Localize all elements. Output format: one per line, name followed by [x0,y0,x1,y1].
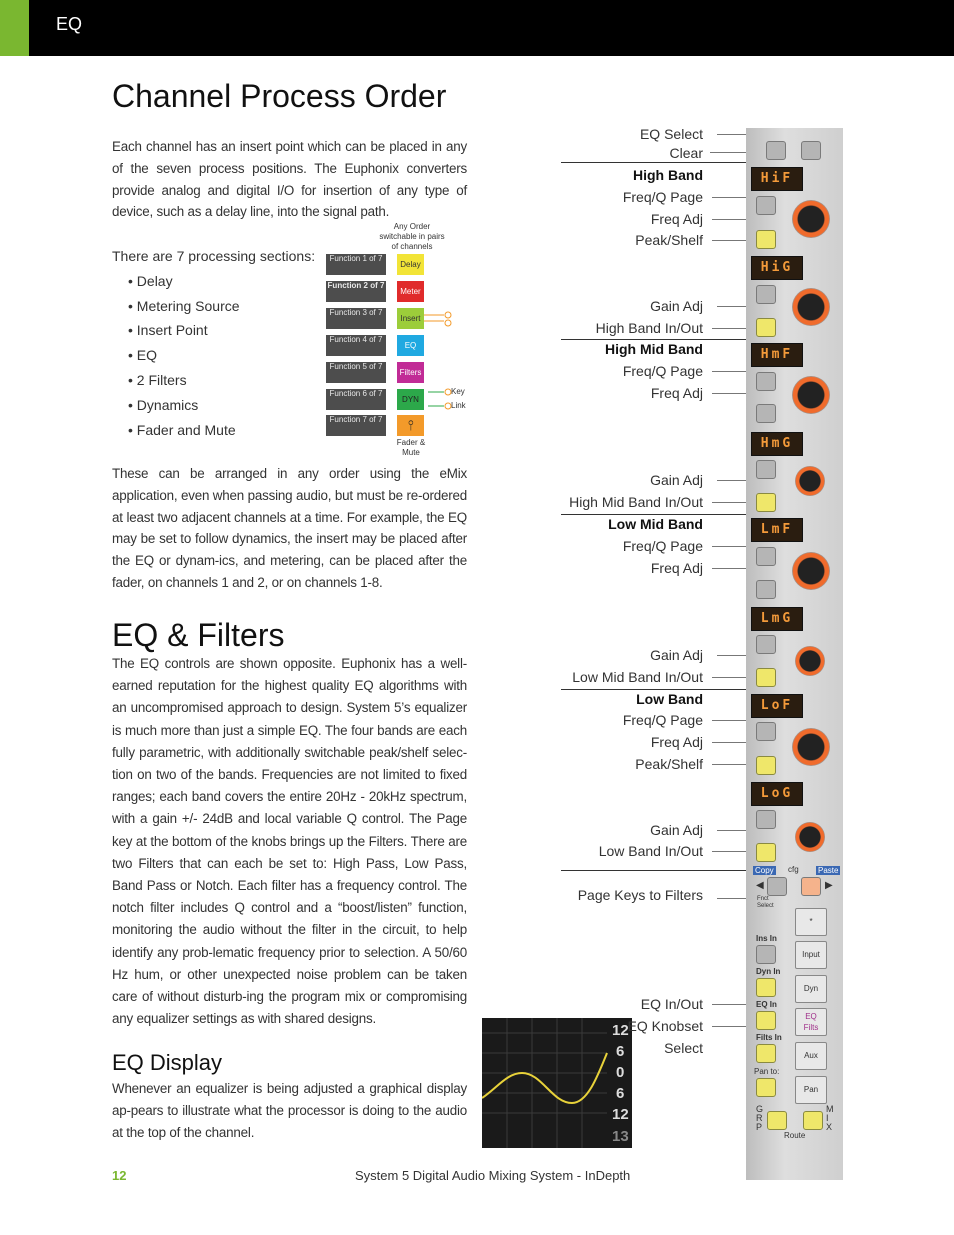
label-high-band: High Band [633,167,703,183]
freq-knob[interactable] [792,376,830,414]
mix-key[interactable] [803,1111,823,1130]
section-label: EQ [56,14,83,34]
function-box: Function 7 of 7 [326,415,386,436]
band-display: HmF [751,343,803,367]
gain-knob[interactable] [795,466,825,496]
gain-knob[interactable] [795,646,825,676]
label-freq-adj: Freq Adj [650,734,703,750]
eq-display-paragraph: Whenever an equalizer is being adjusted a graphical display ap-pears to illustrate what the processor is doing to the audio at the top of the channel. [112,1081,467,1140]
freq-q-page-key[interactable] [756,372,776,391]
ins-in-key[interactable] [756,945,776,964]
label-freq-q-page: Freq/Q Page [622,363,703,379]
label-freq-adj: Freq Adj [650,385,703,401]
heading-channel-process-order: Channel Process Order [112,78,447,114]
scale-label: 0 [616,1064,625,1081]
band-in-out-key[interactable] [756,843,776,862]
scale-label: 13 [612,1128,629,1145]
module-meter: Meter [397,281,424,302]
module-eq: EQ [397,335,424,356]
band-in-out-key[interactable] [756,668,776,687]
label-page-keys: Page Keys to Filters [577,887,703,903]
list-item: • Delay [112,269,315,294]
eq-in-key[interactable] [756,1011,776,1030]
footer-title: System 5 Digital Audio Mixing System - InDepth [355,1168,631,1183]
label-freq-adj: Freq Adj [650,211,703,227]
function-box: Function 5 of 7 [326,362,386,383]
label-eq-select: EQ Select [639,126,703,142]
band-display: HmG [751,432,803,456]
label-gain-adj: Gain Adj [650,822,703,838]
label-gain-adj: Gain Adj [650,647,703,663]
eq-display-graphic [482,1018,632,1148]
page-right-key[interactable] [801,877,821,896]
freq-q-page-key[interactable] [756,722,776,741]
page-right-icon: ▶ [825,880,833,891]
eq-select-key[interactable] [766,141,786,160]
module-fader [397,415,424,436]
label-freq-q-page: Freq/Q Page [622,189,703,205]
function-box: Function 4 of 7 [326,335,386,356]
list-item: • EQ [112,343,315,368]
section-tab [0,0,29,56]
band-in-out-key[interactable] [756,493,776,512]
gain-page-key[interactable] [756,285,776,304]
scale-label: 12 [612,1022,629,1039]
header-bar [0,0,954,56]
insert-connector [424,308,456,328]
label-freq-q-page: Freq/Q Page [622,712,703,728]
label-peak-shelf: Peak/Shelf [635,232,703,248]
band-key[interactable] [756,580,776,599]
module-dyn: DYN [397,389,424,410]
ins-in-label: Ins In [756,934,777,943]
dyn-in-label: Dyn In [756,967,781,976]
label-low-mid-inout: Low Mid Band In/Out [572,669,703,685]
diagram-note: Any Order switchable in pairs of channels [379,222,445,251]
peak-shelf-key[interactable] [756,756,776,775]
gain-page-key[interactable] [756,635,776,654]
star-button[interactable]: * [795,908,827,936]
label-freq-adj: Freq Adj [650,560,703,576]
list-item: • Metering Source [112,294,315,319]
band-in-out-key[interactable] [756,318,776,337]
band-display: LoG [751,782,803,806]
freq-q-page-key[interactable] [756,196,776,215]
gain-knob[interactable] [792,288,830,326]
fader-mute-label: Fader & Mute [396,438,426,457]
eq-button-label: EQ [805,1012,817,1021]
list-item: • Insert Point [112,318,315,343]
function-box: Function 3 of 7 [326,308,386,329]
freq-knob[interactable] [792,552,830,590]
gain-knob[interactable] [795,822,825,852]
label-low-band: Low Band [636,691,703,707]
process-list [112,244,315,442]
grp-key[interactable] [767,1111,787,1130]
dyn-button[interactable]: Dyn [795,975,827,1003]
clear-key[interactable] [801,141,821,160]
eq-button[interactable] [795,1008,827,1036]
heading-eq-display: EQ Display [112,1050,223,1075]
scale-label: 12 [612,1106,629,1123]
paste-tag: Paste [818,866,839,875]
band-display: HiF [751,167,803,191]
function-box: Function 6 of 7 [326,389,386,410]
list-item: • Fader and Mute [112,418,315,443]
scale-label: 6 [616,1085,625,1102]
freq-q-page-key[interactable] [756,547,776,566]
label-eq-knobset: EQ Knobset [627,1018,703,1034]
band-display: LmG [751,607,803,631]
band-display: LoF [751,694,803,718]
filts-in-label: Filts In [756,1033,782,1042]
divider [561,514,746,515]
label-freq-q-page: Freq/Q Page [622,538,703,554]
page-number: 12 [112,1168,127,1183]
key-label: Key [451,387,465,396]
label-high-band-inout: High Band In/Out [595,320,703,336]
module-delay: Delay [397,254,424,275]
pan-button[interactable]: Pan [795,1076,827,1104]
filts-small-label: Filts [803,1023,819,1032]
route-label: Route [784,1131,806,1140]
label-low-mid-band: Low Mid Band [608,516,703,532]
page-left-key[interactable] [767,877,787,896]
intro-paragraph: Each channel has an insert point which can be placed in any of the seven process positions. The Euphonix converters provide analog and digital I/O for insertion of any type of device, such as a delay line, into the signal path. [112,139,467,220]
freq-knob[interactable] [792,200,830,238]
band-key[interactable] [756,404,776,423]
freq-knob[interactable] [792,728,830,766]
gain-page-key[interactable] [756,460,776,479]
pan-to-label: Pan to: [754,1067,780,1076]
list-item: • Dynamics [112,393,315,418]
dyn-in-key[interactable] [756,978,776,997]
band-display: HiG [751,256,803,280]
dyn-connector [424,386,452,412]
divider [561,870,746,871]
label-gain-adj: Gain Adj [650,472,703,488]
label-high-mid-band: High Mid Band [605,341,703,357]
divider [561,339,746,340]
scale-label: 6 [616,1043,625,1060]
mix-label: M I X [826,1104,834,1132]
eq-curve [482,1018,632,1148]
gain-page-key[interactable] [756,810,776,829]
arrangement-paragraph: These can be arranged in any order using the eMix application, even when passing audio, but must be re-ordered at least two adjacent channels at a time. For example, the EQ may be set to follow dynamics, the insert may be placed after the EQ or dynam-ics, and metering, can be placed after the fader, on channels 1 and 2, or on channels 1-8. [112,466,467,590]
cfg-label: cfg [788,865,799,874]
aux-button[interactable]: Aux [795,1042,827,1070]
link-label: Link [451,401,466,410]
label-peak-shelf: Peak/Shelf [635,756,703,772]
band-display: LmF [751,518,803,542]
grp-label: G R P [756,1104,764,1132]
heading-eq-filters: EQ & Filters [112,617,285,653]
fnct-select-label: Fnct Select [757,896,774,909]
input-button[interactable]: Input [795,941,827,969]
list-heading: There are 7 processing sections: [112,248,316,264]
peak-shelf-key[interactable] [756,230,776,249]
function-box: Function 1 of 7 [326,254,386,275]
label-eq-inout: EQ In/Out [640,996,703,1012]
filts-in-key[interactable] [756,1044,776,1063]
label-clear: Clear [669,145,703,161]
label-high-mid-inout: High Mid Band In/Out [569,494,703,510]
page-left-icon: ◀ [756,880,764,891]
divider [561,162,746,163]
label-low-band-inout: Low Band In/Out [598,843,703,859]
module-filters: Filters [397,362,424,383]
copy-tag: Copy [755,866,774,875]
eq-in-label: EQ In [756,1000,777,1009]
function-box: Function 2 of 7 [326,281,386,302]
label-select: Select [664,1040,703,1056]
pan-to-key[interactable] [756,1078,776,1097]
list-item: • 2 Filters [112,368,315,393]
fader-icon: ⫯ [407,417,414,433]
divider [561,689,746,690]
eq-filters-paragraph: The EQ controls are shown opposite. Euphonix has a well-earned reputation for the highest quality EQ algorithms with an uncompromised approach to design. System 5’s equalizer is much more than just a simple EQ. The four bands are each fully parametric, with additionally switchable peak/shelf selec-tion on two of the bands. Frequencies are not limited to fixed ranges; each band covers the entire 20Hz - 20kHz spectrum, with a gain +/- 24dB and local variable Q control. The Page key at the bottom of the knobs brings up the Filters. There are two Filters that can each be set to: High Pass, Low Pass, Band Pass or Notch. Each filter has a frequency control. The notch filter includes Q control and a “boost/listen” function, monitoring the audio without the filter in the circuit, to help identify any prob-lematic frequency prior to selection. A 50/60 Hz hum, or other unexpected noise problem can be taken care of without disturb-ing the program mix or compromising any equalizer settings as with shared designs. [112,656,467,1027]
module-insert: Insert [397,308,424,329]
label-gain-adj: Gain Adj [650,298,703,314]
